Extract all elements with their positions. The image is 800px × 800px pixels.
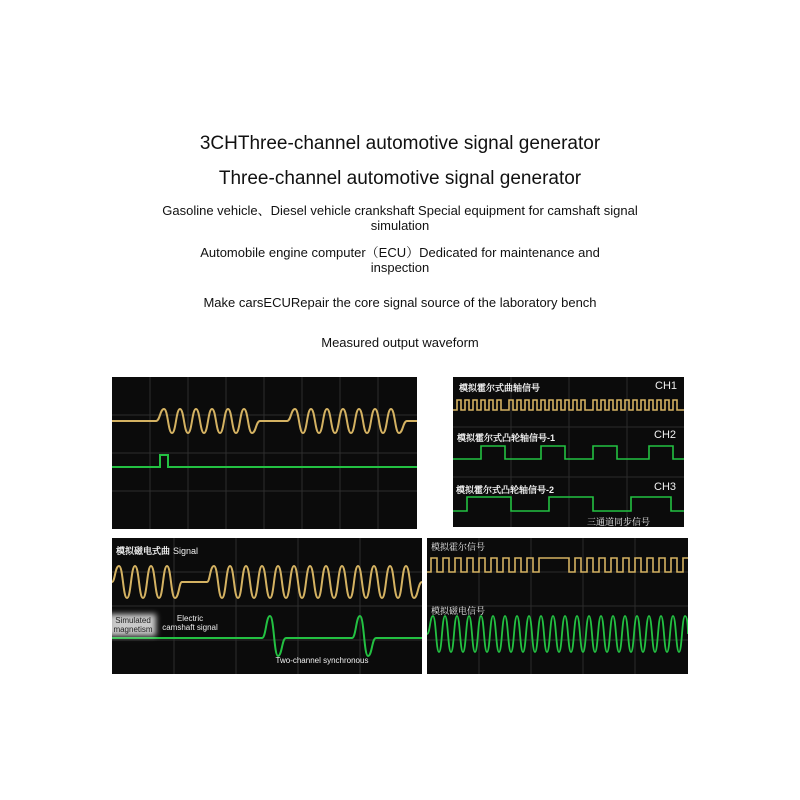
- description-line-1: Gasoline vehicle、Diesel vehicle crankshaft Special equipment for camshaft signal simulation: [162, 203, 638, 233]
- measured-output-caption: Measured output waveform: [321, 335, 479, 350]
- magnetic-signal-label: 模拟磁电信号: [431, 606, 486, 616]
- two-channel-footer: Two-channel synchronous: [275, 656, 369, 665]
- ch1-square-trace: [453, 400, 684, 410]
- electric-camshaft-label: Electric camshaft signal: [162, 614, 218, 632]
- hall-square-trace: [427, 558, 688, 572]
- main-title: 3CHThree-channel automotive signal generator: [199, 133, 601, 154]
- ch2-tag: CH2: [654, 429, 677, 441]
- sync-footer-label: 三通道同步信号: [587, 517, 651, 527]
- ch1-tag: CH1: [655, 380, 678, 392]
- magnetic-sine-trace: [427, 616, 688, 652]
- oscilloscope-top-left: [112, 377, 417, 529]
- magnetic-crank-label: [116, 544, 198, 557]
- oscilloscope-bottom-right: [427, 538, 688, 674]
- oscilloscope-top-right: [453, 377, 684, 527]
- grid: [112, 538, 422, 674]
- hall-signal-label: 模拟霍尔信号: [431, 542, 486, 552]
- description-line-3: Make carsECURepair the core signal source of the laboratory bench: [203, 295, 597, 310]
- magnetic-crank-sine-trace: [112, 566, 422, 598]
- ch1-label: 模拟霍尔式曲轴信号: [459, 383, 541, 393]
- description-line-2: Automobile engine computer（ECU）Dedicated for maintenance and inspection: [200, 245, 600, 275]
- ch2-label: 模拟霍尔式凸轮轴信号-1: [457, 433, 556, 443]
- oscilloscope-bottom-left: [112, 538, 422, 674]
- ch3-tag: CH3: [654, 481, 677, 493]
- simulated-magnetism-label: Simulated magnetism: [113, 616, 153, 634]
- magnetic-crank-label-en: Signal: [173, 546, 199, 556]
- grid: [112, 377, 417, 529]
- waveform-svg-top-left: [112, 377, 417, 529]
- waveform-svg-bottom-left: [112, 538, 422, 674]
- magnetic-cam-trace: [112, 616, 422, 656]
- waveform-svg-top-right: [453, 377, 684, 527]
- magnetic-crank-label-cn: 模拟磁电式曲: [116, 546, 171, 556]
- ch3-label: 模拟霍尔式凸轮轴信号-2: [456, 485, 555, 495]
- subtitle: Three-channel automotive signal generator: [218, 168, 582, 189]
